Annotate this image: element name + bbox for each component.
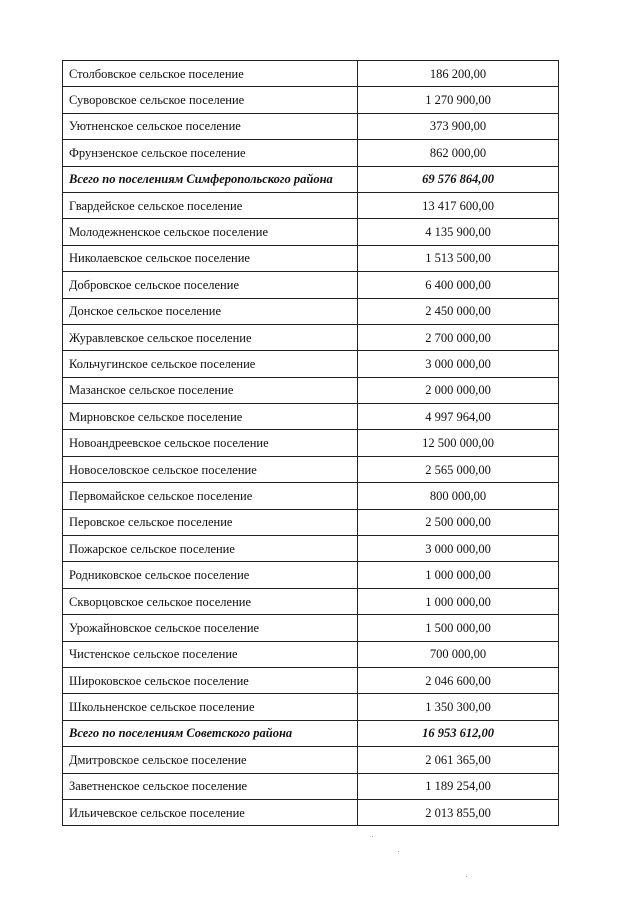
amount-cell: 2 450 000,00 bbox=[358, 298, 559, 324]
amount-cell: 700 000,00 bbox=[358, 641, 559, 667]
table-row bbox=[63, 298, 559, 324]
amount-cell: 4 135 900,00 bbox=[358, 219, 559, 245]
settlement-name-cell: Новоандреевское сельское поселение bbox=[63, 430, 358, 456]
settlement-name-cell: Новоселовское сельское поселение bbox=[63, 456, 358, 482]
settlement-name-cell: Школьненское сельское поселение bbox=[63, 694, 358, 720]
table-row bbox=[63, 404, 559, 430]
amount-cell: 2 565 000,00 bbox=[358, 456, 559, 482]
amount-cell: 1 189 254,00 bbox=[358, 773, 559, 799]
amount-cell: 2 061 365,00 bbox=[358, 747, 559, 773]
settlement-name-cell: Кольчугинское сельское поселение bbox=[63, 351, 358, 377]
amount-cell: 13 417 600,00 bbox=[358, 192, 559, 218]
table-row bbox=[63, 219, 559, 245]
table-row bbox=[63, 641, 559, 667]
amount-cell: 3 000 000,00 bbox=[358, 536, 559, 562]
settlement-name-cell: Суворовское сельское поселение bbox=[63, 87, 358, 113]
table-row bbox=[63, 61, 559, 87]
settlement-name-cell: Донское сельское поселение bbox=[63, 298, 358, 324]
table-row bbox=[63, 509, 559, 535]
settlement-name-cell: Уютненское сельское поселение bbox=[63, 113, 358, 139]
settlement-name-cell: Николаевское сельское поселение bbox=[63, 245, 358, 271]
settlement-name-cell: Перовское сельское поселение bbox=[63, 509, 358, 535]
settlement-name-cell: Мазанское сельское поселение bbox=[63, 377, 358, 403]
amount-cell: 1 000 000,00 bbox=[358, 562, 559, 588]
settlement-name-cell: Урожайновское сельское поселение bbox=[63, 615, 358, 641]
amount-cell: 2 013 855,00 bbox=[358, 799, 559, 825]
table-row bbox=[63, 140, 559, 166]
settlement-name-cell: Гвардейское сельское поселение bbox=[63, 192, 358, 218]
table-total-row bbox=[63, 720, 559, 746]
table-row bbox=[63, 87, 559, 113]
amount-cell: 12 500 000,00 bbox=[358, 430, 559, 456]
settlement-name-cell: Добровское сельское поселение bbox=[63, 272, 358, 298]
table-row bbox=[63, 245, 559, 271]
amount-cell: 2 700 000,00 bbox=[358, 324, 559, 350]
amount-cell: 2 000 000,00 bbox=[358, 377, 559, 403]
table-row bbox=[63, 615, 559, 641]
settlement-name-cell: Первомайское сельское поселение bbox=[63, 483, 358, 509]
settlement-name-cell: Столбовское сельское поселение bbox=[63, 61, 358, 87]
settlement-name-cell: Фрунзенское сельское поселение bbox=[63, 140, 358, 166]
table-row bbox=[63, 773, 559, 799]
table-row bbox=[63, 113, 559, 139]
amount-cell: 1 500 000,00 bbox=[358, 615, 559, 641]
table-total-row bbox=[63, 166, 559, 192]
settlement-name-cell: Скворцовское сельское поселение bbox=[63, 588, 358, 614]
amount-cell: 1 513 500,00 bbox=[358, 245, 559, 271]
settlement-name-cell: Родниковское сельское поселение bbox=[63, 562, 358, 588]
table-row bbox=[63, 324, 559, 350]
settlement-name-cell: Заветненское сельское поселение bbox=[63, 773, 358, 799]
settlement-name-cell: Молодежненское сельское поселение bbox=[63, 219, 358, 245]
table-body bbox=[63, 61, 559, 826]
settlement-name-cell: Ильичевское сельское поселение bbox=[63, 799, 358, 825]
table-row bbox=[63, 747, 559, 773]
settlement-name-cell: Мирновское сельское поселение bbox=[63, 404, 358, 430]
amount-cell: 1 000 000,00 bbox=[358, 588, 559, 614]
table-row bbox=[63, 562, 559, 588]
amount-cell: 800 000,00 bbox=[358, 483, 559, 509]
amount-cell: 186 200,00 bbox=[358, 61, 559, 87]
table-row bbox=[63, 694, 559, 720]
table-row bbox=[63, 272, 559, 298]
total-amount-cell: 16 953 612,00 bbox=[358, 720, 559, 746]
total-amount-cell: 69 576 864,00 bbox=[358, 166, 559, 192]
amount-cell: 2 046 600,00 bbox=[358, 667, 559, 693]
amount-cell: 862 000,00 bbox=[358, 140, 559, 166]
scan-speck bbox=[372, 836, 373, 837]
table-row bbox=[63, 192, 559, 218]
total-label-cell: Всего по поселениям Симферопольского района bbox=[63, 166, 358, 192]
table-row bbox=[63, 456, 559, 482]
amount-cell: 6 400 000,00 bbox=[358, 272, 559, 298]
amount-cell: 1 350 300,00 bbox=[358, 694, 559, 720]
scan-speck bbox=[398, 851, 399, 852]
amount-cell: 1 270 900,00 bbox=[358, 87, 559, 113]
amount-cell: 2 500 000,00 bbox=[358, 509, 559, 535]
amount-cell: 4 997 964,00 bbox=[358, 404, 559, 430]
table-row bbox=[63, 377, 559, 403]
amount-cell: 373 900,00 bbox=[358, 113, 559, 139]
settlement-name-cell: Дмитровское сельское поселение bbox=[63, 747, 358, 773]
table-row bbox=[63, 536, 559, 562]
total-label-cell: Всего по поселениям Советского района bbox=[63, 720, 358, 746]
amount-cell: 3 000 000,00 bbox=[358, 351, 559, 377]
settlement-name-cell: Журавлевское сельское поселение bbox=[63, 324, 358, 350]
scan-speck bbox=[466, 876, 467, 877]
table-row bbox=[63, 483, 559, 509]
table-row bbox=[63, 430, 559, 456]
table-row bbox=[63, 588, 559, 614]
settlement-name-cell: Широковское сельское поселение bbox=[63, 667, 358, 693]
table-row bbox=[63, 799, 559, 825]
settlement-name-cell: Пожарское сельское поселение bbox=[63, 536, 358, 562]
settlements-budget-table bbox=[62, 60, 559, 826]
settlement-name-cell: Чистенское сельское поселение bbox=[63, 641, 358, 667]
table-row bbox=[63, 351, 559, 377]
table-row bbox=[63, 667, 559, 693]
